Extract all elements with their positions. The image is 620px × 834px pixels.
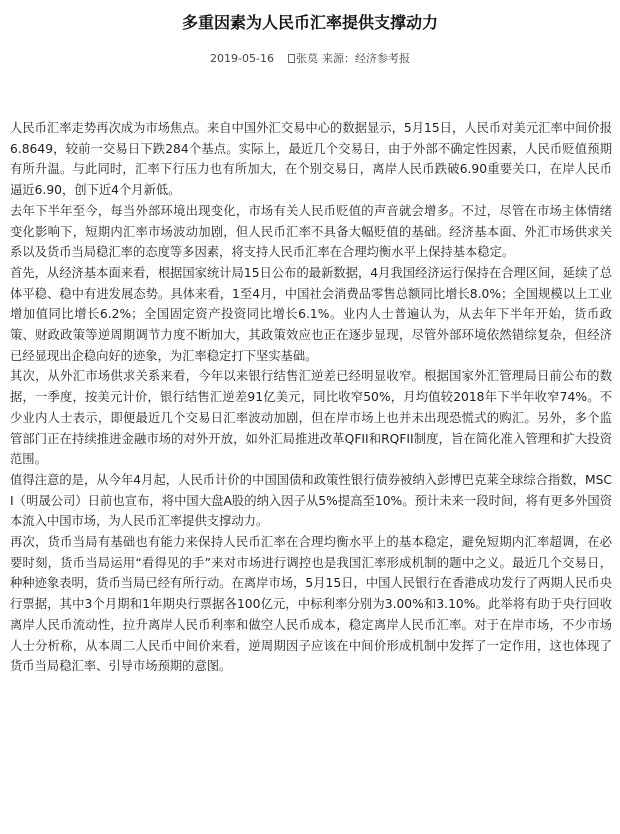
paragraph: 人民币汇率走势再次成为市场焦点。来自中国外汇交易中心的数据显示，5月15日，人民币对美元汇率中间价报6.8649，较前一交易日下跌284个基点。实际上，最近几个交易日，由于外部不确定性因素，人民币贬值预期有所升温。与此同时，汇率下行压力也有所加大，在个别交易日，离岸人民币跌破6.90重要关口，在岸人民币逼近6.90，创下近4个月新低。: [10, 121, 612, 198]
paragraph: 其次，从外汇市场供求关系来看，今年以来银行结售汇逆差已经明显收窄。根据国家外汇管理局日前公布的数据，一季度，按美元计价，银行结售汇逆差91亿美元，同比收窄50%，月均值较2018年下半年收窄74%。不少业内人士表示，即便最近几个交易日汇率波动加剧，但在岸市场上也并未出现恐慌式的购汇。另外，多个监管部门正在持续推进金融市场的对外开放，如外汇局推进改革QFII和RQFII制度，旨在简化准入管理和扩大投资范围。: [10, 369, 612, 467]
author-name: 张莫: [295, 52, 318, 65]
article-title: 多重因素为人民币汇率提供支撑动力: [181, 13, 438, 32]
paragraph: 再次，货币当局有基础也有能力来保持人民币汇率在合理均衡水平上的基本稳定，避免短期内汇率超调，在必要时刻，货币当局运用“看得见的手”来对市场进行调控也是我国汇率形成机制的题中之义。最近几个交易日，种种迹象表明，货币当局已经有所行动。在离岸市场，5月15日，中国人民银行在香港成功发行了两期人民币央行票据，其中3个月期和1年期央行票据各100亿元，中标利率分别为3.00%和3.10%。此举将有助于央行回收离岸人民币流动性，拉升离岸人民币利率和做空人民币成本，稳定离岸人民币汇率。对于在岸市场，不少市场人士分析称，从本周二人民币中间价来看，逆周期因子应该在中间价形成机制中发挥了一定作用，这也体现了货币当局稳汇率、引导市场预期的意图。: [10, 535, 612, 674]
author-icon: [288, 54, 295, 63]
source-label: 来源：: [321, 52, 355, 65]
article-meta: [0, 52, 620, 66]
article-body: [10, 118, 612, 677]
paragraph: 值得注意的是，从今年4月起，人民币计价的中国国债和政策性银行债券被纳入彭博巴克莱全球综合指数，MSCI（明晟公司）日前也宣布，将中国大盘A股的纳入因子从5%提高至10%。预计未来一段时间，将有更多外国资本流入中国市场，为人民币汇率提供支撑动力。: [10, 472, 612, 529]
source-name: 经济参考报: [354, 52, 410, 65]
publish-date: 2019-05-16: [210, 52, 274, 65]
paragraph: 首先，从经济基本面来看，根据国家统计局15日公布的最新数据，4月我国经济运行保持在合理区间，延续了总体平稳、稳中有进发展态势。具体来看，1至4月，中国社会消费品零售总额同比增长8.0%；全国规模以上工业增加值同比增长6.2%；全国固定资产投资同比增长6.1%。业内人士普遍认为，从去年下半年开始，货币政策、财政政策等逆周期调节力度不断加大，其政策效应也正在逐步显现，尽管外部环境依然错综复杂，但经济已经显现出企稳向好的迹象，为汇率稳定打下坚实基础。: [10, 265, 612, 363]
paragraph: 去年下半年至今，每当外部环境出现变化，市场有关人民币贬值的声音就会增多。不过，尽管在市场主体情绪变化影响下，短期内汇率市场波动加剧，但人民币汇率不具备大幅贬值的基础。经济基本面、外汇市场供求关系以及货币当局稳汇率的态度等多因素，将支持人民币汇率在合理均衡水平上保持基本稳定。: [10, 203, 612, 260]
